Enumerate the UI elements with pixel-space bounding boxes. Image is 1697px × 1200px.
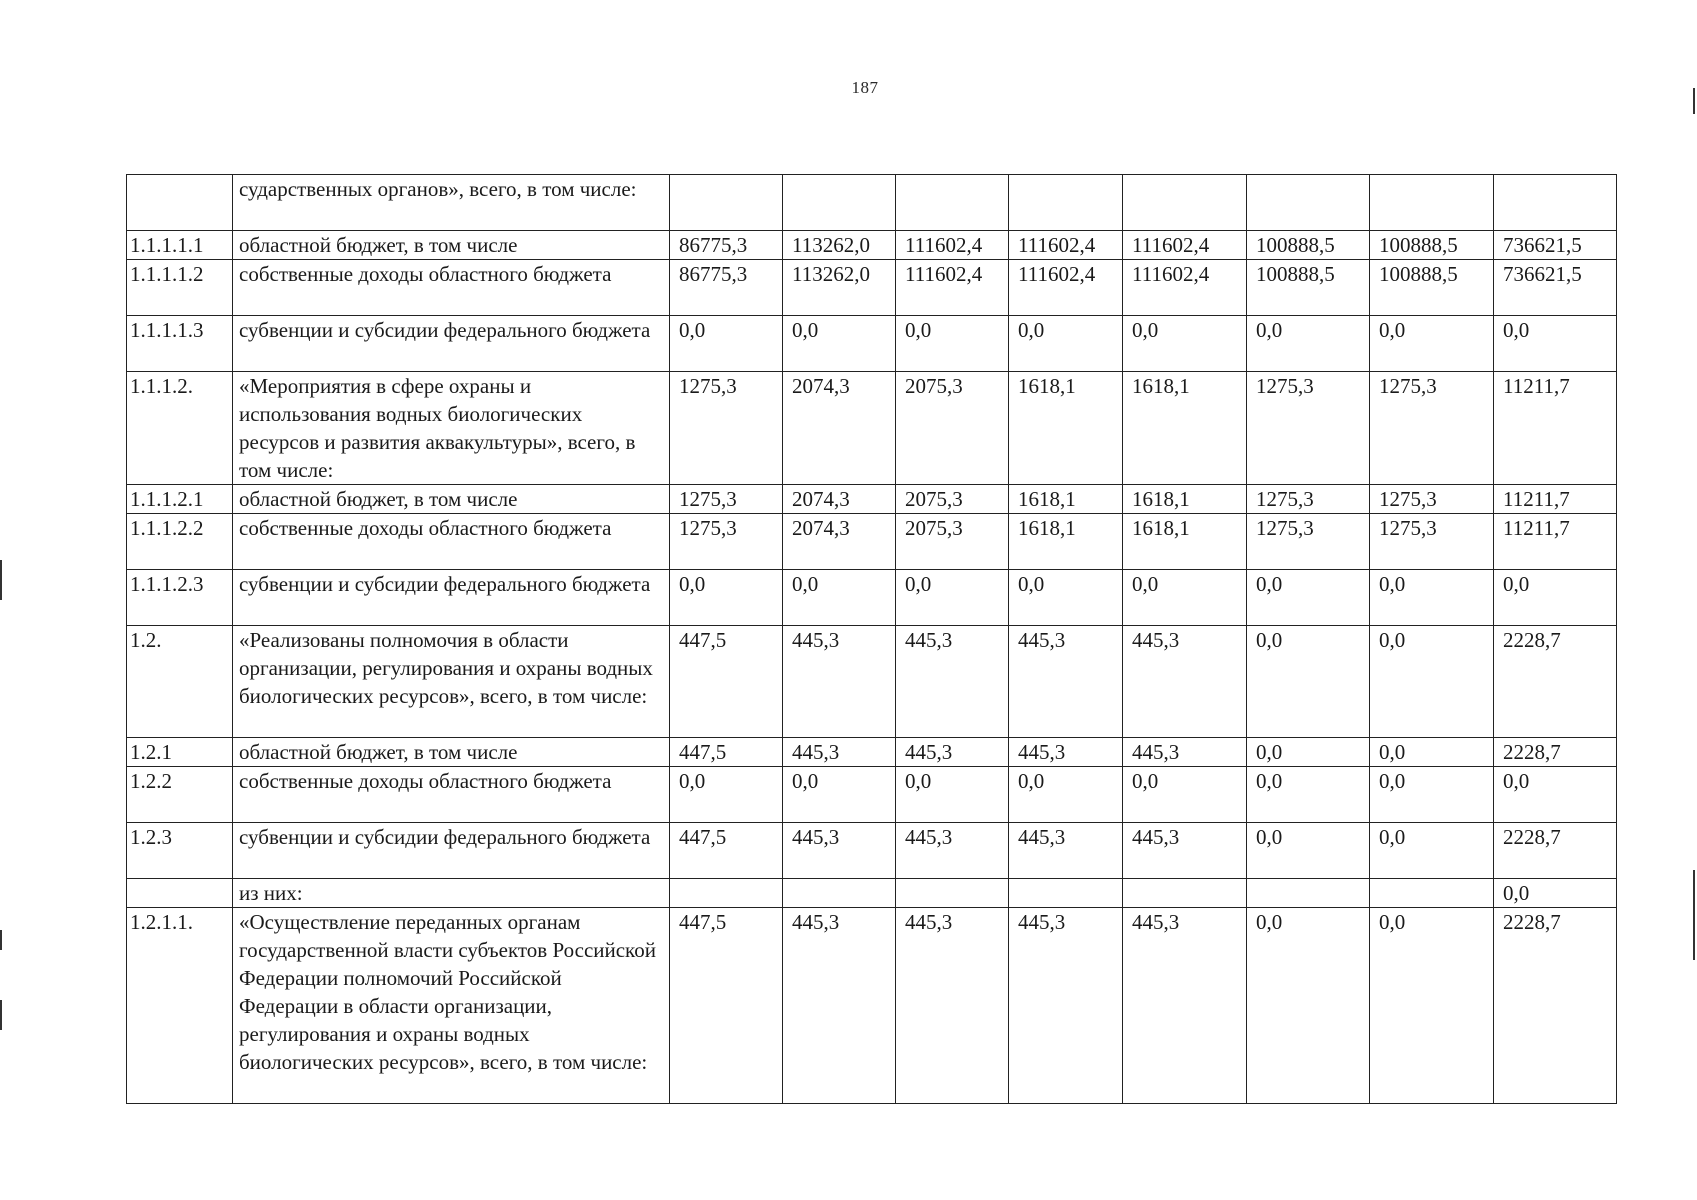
value-cell: 0,0 [1494, 767, 1617, 823]
table-row [127, 485, 1617, 514]
value-cell: 445,3 [783, 823, 896, 879]
row-code [127, 879, 233, 908]
value-cell: 2228,7 [1494, 738, 1617, 767]
value-cell: 0,0 [1370, 626, 1494, 738]
value-cell: 0,0 [670, 767, 783, 823]
value-cell [1123, 175, 1247, 231]
value-cell: 111602,4 [1123, 260, 1247, 316]
value-cell [1247, 175, 1370, 231]
value-cell: 445,3 [1009, 738, 1123, 767]
value-cell: 0,0 [1009, 767, 1123, 823]
value-cell: 445,3 [1009, 908, 1123, 1104]
value-cell: 0,0 [1370, 908, 1494, 1104]
value-cell: 1618,1 [1009, 372, 1123, 485]
row-code [127, 175, 233, 231]
value-cell: 1618,1 [1123, 514, 1247, 570]
value-cell: 11211,7 [1494, 485, 1617, 514]
value-cell: 0,0 [1494, 316, 1617, 372]
table-row [127, 823, 1617, 879]
value-cell: 111602,4 [1009, 260, 1123, 316]
value-cell: 0,0 [1370, 767, 1494, 823]
row-code: 1.2.1 [127, 738, 233, 767]
value-cell: 447,5 [670, 738, 783, 767]
value-cell: 1275,3 [1370, 372, 1494, 485]
value-cell: 0,0 [1009, 570, 1123, 626]
value-cell: 100888,5 [1247, 260, 1370, 316]
value-cell: 445,3 [1123, 738, 1247, 767]
value-cell: 0,0 [783, 767, 896, 823]
row-name: субвенции и субсидии федерального бюджета [233, 316, 670, 372]
scan-edge-marks-right [1687, 0, 1697, 1200]
table-row [127, 372, 1617, 485]
value-cell: 445,3 [896, 823, 1009, 879]
value-cell [783, 175, 896, 231]
value-cell: 2074,3 [783, 372, 896, 485]
row-code: 1.1.1.2.1 [127, 485, 233, 514]
value-cell: 0,0 [896, 570, 1009, 626]
value-cell [1494, 175, 1617, 231]
budget-table [126, 174, 1617, 1104]
value-cell [1247, 879, 1370, 908]
value-cell: 0,0 [1494, 570, 1617, 626]
value-cell: 1618,1 [1009, 514, 1123, 570]
value-cell: 2228,7 [1494, 823, 1617, 879]
value-cell: 113262,0 [783, 231, 896, 260]
value-cell: 445,3 [1009, 823, 1123, 879]
value-cell: 0,0 [1247, 626, 1370, 738]
value-cell: 0,0 [1247, 738, 1370, 767]
value-cell: 1275,3 [1247, 372, 1370, 485]
value-cell: 2075,3 [896, 514, 1009, 570]
table-row [127, 738, 1617, 767]
value-cell: 0,0 [1247, 767, 1370, 823]
value-cell: 1275,3 [1370, 485, 1494, 514]
value-cell: 1275,3 [1247, 514, 1370, 570]
value-cell [1370, 175, 1494, 231]
row-code: 1.2.3 [127, 823, 233, 879]
value-cell [670, 879, 783, 908]
value-cell: 100888,5 [1370, 260, 1494, 316]
value-cell: 111602,4 [1123, 231, 1247, 260]
value-cell: 2075,3 [896, 372, 1009, 485]
value-cell: 1275,3 [670, 372, 783, 485]
value-cell: 0,0 [670, 570, 783, 626]
row-code: 1.1.1.2.3 [127, 570, 233, 626]
value-cell: 2075,3 [896, 485, 1009, 514]
row-name: областной бюджет, в том числе [233, 485, 670, 514]
scan-edge-marks-left [0, 0, 8, 1200]
value-cell: 445,3 [783, 626, 896, 738]
value-cell: 1618,1 [1123, 485, 1247, 514]
value-cell: 0,0 [1247, 570, 1370, 626]
value-cell [1009, 175, 1123, 231]
value-cell: 0,0 [1370, 738, 1494, 767]
row-name: субвенции и субсидии федерального бюджета [233, 570, 670, 626]
value-cell: 0,0 [1370, 823, 1494, 879]
value-cell: 0,0 [1247, 908, 1370, 1104]
value-cell: 111602,4 [896, 260, 1009, 316]
row-code: 1.2.2 [127, 767, 233, 823]
row-name: из них: [233, 879, 670, 908]
table-row [127, 908, 1617, 1104]
row-code: 1.2.1.1. [127, 908, 233, 1104]
table-row [127, 316, 1617, 372]
value-cell: 0,0 [783, 570, 896, 626]
row-name: областной бюджет, в том числе [233, 231, 670, 260]
value-cell: 0,0 [1123, 570, 1247, 626]
value-cell: 445,3 [896, 626, 1009, 738]
table-row [127, 570, 1617, 626]
value-cell: 2074,3 [783, 514, 896, 570]
value-cell: 0,0 [1247, 316, 1370, 372]
value-cell: 1275,3 [670, 514, 783, 570]
row-code: 1.1.1.1.3 [127, 316, 233, 372]
value-cell: 445,3 [896, 908, 1009, 1104]
value-cell: 111602,4 [1009, 231, 1123, 260]
value-cell: 0,0 [1123, 316, 1247, 372]
value-cell: 0,0 [1370, 316, 1494, 372]
value-cell: 736621,5 [1494, 260, 1617, 316]
value-cell: 445,3 [896, 738, 1009, 767]
value-cell: 445,3 [1009, 626, 1123, 738]
value-cell: 1618,1 [1009, 485, 1123, 514]
value-cell: 445,3 [1123, 908, 1247, 1104]
table-row [127, 767, 1617, 823]
value-cell: 2228,7 [1494, 626, 1617, 738]
value-cell: 0,0 [1494, 879, 1617, 908]
value-cell [896, 175, 1009, 231]
row-name: «Реализованы полномочия в области организации, регулирования и охраны водных биологических ресурсов», всего, в том числе: [233, 626, 670, 738]
value-cell: 86775,3 [670, 231, 783, 260]
value-cell [1123, 879, 1247, 908]
row-code: 1.1.1.2.2 [127, 514, 233, 570]
value-cell: 11211,7 [1494, 514, 1617, 570]
value-cell: 11211,7 [1494, 372, 1617, 485]
value-cell: 0,0 [783, 316, 896, 372]
value-cell: 111602,4 [896, 231, 1009, 260]
table-row [127, 879, 1617, 908]
row-name: субвенции и субсидии федерального бюджета [233, 823, 670, 879]
value-cell: 0,0 [670, 316, 783, 372]
table-row [127, 514, 1617, 570]
value-cell: 2074,3 [783, 485, 896, 514]
row-name: собственные доходы областного бюджета [233, 767, 670, 823]
row-code: 1.1.1.1.2 [127, 260, 233, 316]
value-cell [1370, 879, 1494, 908]
row-name: собственные доходы областного бюджета [233, 514, 670, 570]
row-code: 1.1.1.2. [127, 372, 233, 485]
value-cell: 1618,1 [1123, 372, 1247, 485]
value-cell: 100888,5 [1370, 231, 1494, 260]
value-cell [1009, 879, 1123, 908]
value-cell: 1275,3 [670, 485, 783, 514]
value-cell: 445,3 [783, 908, 896, 1104]
value-cell: 447,5 [670, 626, 783, 738]
row-name: областной бюджет, в том числе [233, 738, 670, 767]
value-cell: 1275,3 [1370, 514, 1494, 570]
row-name: собственные доходы областного бюджета [233, 260, 670, 316]
value-cell: 736621,5 [1494, 231, 1617, 260]
value-cell: 100888,5 [1247, 231, 1370, 260]
value-cell: 0,0 [896, 767, 1009, 823]
row-code: 1.2. [127, 626, 233, 738]
value-cell: 113262,0 [783, 260, 896, 316]
row-name: сударственных органов», всего, в том числе: [233, 175, 670, 231]
page-number: 187 [851, 78, 879, 97]
value-cell: 447,5 [670, 908, 783, 1104]
table-row [127, 260, 1617, 316]
value-cell: 0,0 [1009, 316, 1123, 372]
value-cell: 0,0 [1247, 823, 1370, 879]
value-cell [896, 879, 1009, 908]
value-cell: 1275,3 [1247, 485, 1370, 514]
value-cell: 86775,3 [670, 260, 783, 316]
value-cell: 445,3 [1123, 626, 1247, 738]
value-cell [670, 175, 783, 231]
value-cell: 447,5 [670, 823, 783, 879]
row-name: «Осуществление переданных органам государственной власти субъектов Российской Федерации полномочий Российской Федерации в области организации, регулирования и охраны водных биологических ресурсов», всего, в том числе: [233, 908, 670, 1104]
table-row [127, 175, 1617, 231]
row-name: «Мероприятия в сфере охраны и использования водных биологических ресурсов и развития аквакультуры», всего, в том числе: [233, 372, 670, 485]
table-row [127, 626, 1617, 738]
table-row [127, 231, 1617, 260]
value-cell: 445,3 [1123, 823, 1247, 879]
value-cell: 0,0 [1123, 767, 1247, 823]
row-code: 1.1.1.1.1 [127, 231, 233, 260]
value-cell: 0,0 [1370, 570, 1494, 626]
value-cell: 445,3 [783, 738, 896, 767]
value-cell [783, 879, 896, 908]
value-cell: 0,0 [896, 316, 1009, 372]
value-cell: 2228,7 [1494, 908, 1617, 1104]
